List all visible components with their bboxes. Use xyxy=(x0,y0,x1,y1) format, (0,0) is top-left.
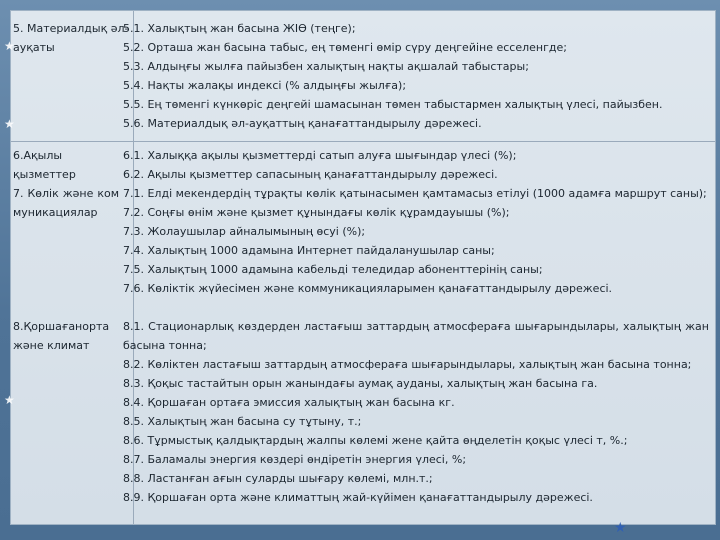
list-item: 7.6. Көліктік жүйесімен және коммуникацияларымен қанағаттандырылу дәрежесі. xyxy=(123,282,613,295)
list-item: 8.5. Халықтың жан басына су тұтыну, т.; xyxy=(123,415,362,428)
star-icon: ★ xyxy=(4,39,15,53)
list-item: 8.9. Қоршаған орта және климаттың жай-күйімен қанағаттандырылу дәрежесі. xyxy=(123,491,593,504)
star-icon: ★ xyxy=(4,393,15,407)
list-item: 5.2. Орташа жан басына табыс, ең төменгі өмір сүру деңгейіне есселенгде; xyxy=(123,41,567,54)
star-icon: ★ xyxy=(4,117,15,131)
list-item: 8.6. Тұрмыстық қалдықтардың жалпы көлемі жене қайта өңделетін қоқыс үлесі т, %.; xyxy=(123,434,628,447)
list-item: 7.3. Жолаушылар айналымының өсуі (%); xyxy=(123,225,366,238)
row-items xyxy=(123,19,709,133)
list-item: 7.5. Халықтың 1000 адамына кабельді теледидар абоненттерінің саны; xyxy=(123,263,543,276)
row-category: 8.Қоршағанорта және климат xyxy=(13,320,110,352)
star-icon: ★ xyxy=(614,520,627,536)
list-item: 5.3. Алдыңғы жылға пайызбен халықтың нақты ақшалай табыстары; xyxy=(123,60,529,73)
row-category: 6.Ақылы қызметтер xyxy=(13,149,76,181)
row-items xyxy=(123,184,709,298)
list-item: 7.2. Соңғы өнім және қызмет құнындағы көлік құрамдауышы (%); xyxy=(123,206,510,219)
list-item: 8.7. Баламалы энергия көздері өндіретін энергия үлесі, %; xyxy=(123,453,467,466)
row-items xyxy=(123,146,709,184)
list-item: 5.6. Материалдық әл-ауқаттың қанағаттандырылу дәрежесі. xyxy=(123,117,482,130)
list-item: 8.2. Көліктен ластағыш заттардың атмосфераға шығарындылары, халықтың жан басына тонна; xyxy=(123,358,692,371)
list-item: 6.1. Халыққа ақылы қызметтерді сатып алуға шығындар үлесі (%); xyxy=(123,149,517,162)
list-item: 5.4. Нақты жалақы индексі (% алдыңғы жылға); xyxy=(123,79,407,92)
row-category: 7. Көлік және коммуникациялар xyxy=(13,187,119,219)
list-item: 8.1. Стационарлық көздерден ластағыш заттардың атмосфераға шығарындылары, халықтың жан басына тонна; xyxy=(123,320,709,352)
row-category: 5. Материалдық әл-ауқаты xyxy=(13,22,129,54)
list-item: 7.4. Халықтың 1000 адамына Интернет пайдаланушылар саны; xyxy=(123,244,495,257)
list-item: 8.3. Қоқыс тастайтын орын жанындағы аумақ ауданы, халықтың жан басына га. xyxy=(123,377,598,390)
list-item: 8.4. Қоршаған ортаға эмиссия халықтың жан басына кг. xyxy=(123,396,455,409)
list-item: 8.8. Ластанған ағын суларды шығару көлемі, млн.т.; xyxy=(123,472,433,485)
list-item: 5.5. Ең төменгі күнкөріс деңгейі шамасынан төмен табыстармен халықтың үлесі, пайызбен. xyxy=(123,98,663,111)
indicator-table xyxy=(10,10,716,525)
row-items xyxy=(123,317,709,507)
list-item: 6.2. Ақылы қызметтер сапасының қанағаттандырылу дәрежесі. xyxy=(123,168,498,181)
row-divider xyxy=(11,141,715,142)
list-item: 7.1. Елді мекендердің тұрақты көлік қатынасымен қамтамасыз етілуі (1000 адамға маршрут саны); xyxy=(123,187,707,200)
list-item: 5.1. Халықтың жан басына ЖІӨ (теңге); xyxy=(123,22,356,35)
